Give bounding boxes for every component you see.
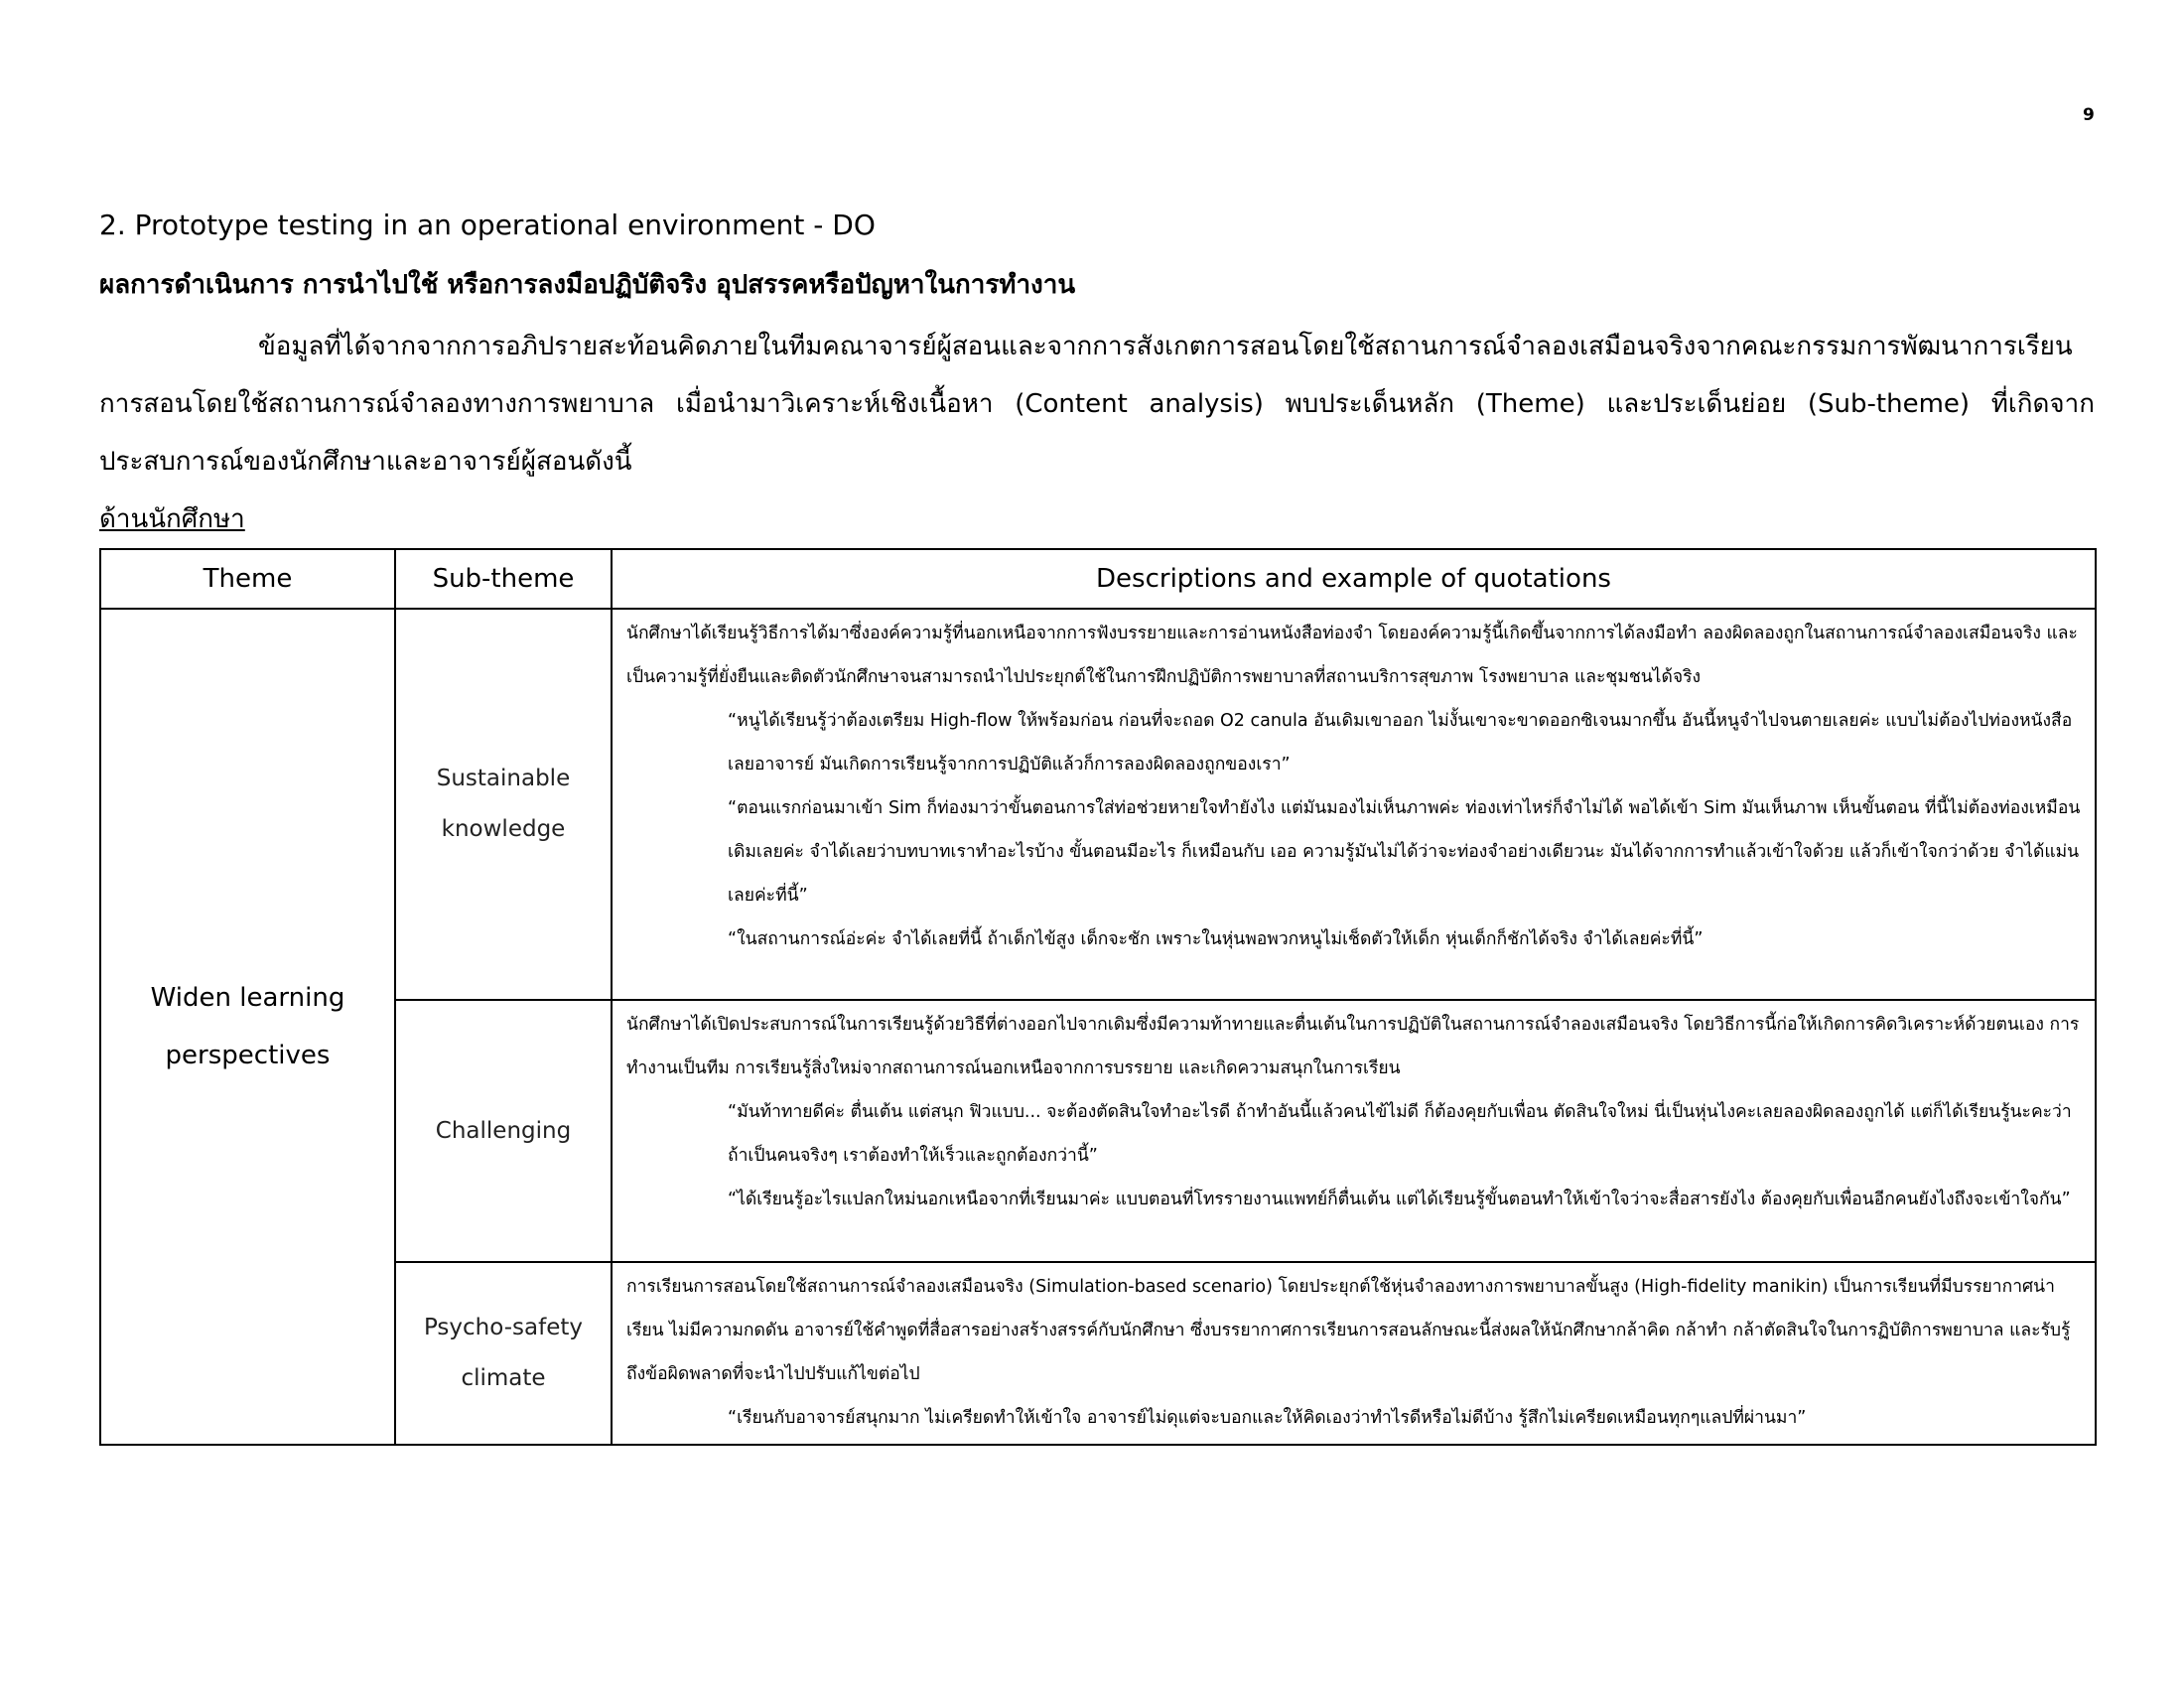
subtheme-line-2: knowledge [441, 816, 566, 842]
description-cell [612, 1262, 2096, 1445]
table-header-row [100, 549, 2096, 609]
intro-paragraph: ข้อมูลที่ได้จากจากการอภิปรายสะท้อนคิดภายในทีมคณาจารย์ผู้สอนและจากการสังเกตการสอนโดยใช้สถานการณ์จำลองเสมือนจริงจากคณะกรรมการพัฒนาการเรียนการสอนโดยใช้สถานการณ์จำลองทางการพยาบาล เมื่อนำมาวิเคราะห์เชิงเนื้อหา (Content analysis) พบประเด็นหลัก (Theme) และประเด็นย่อย (Sub-theme) ที่เกิดจากประสบการณ์ของนักศึกษาและอาจารย์ผู้สอนดังนี้ [99, 332, 2095, 477]
subtheme-line-1: Challenging [435, 1117, 572, 1144]
subtheme-sustainable-knowledge [395, 609, 612, 1000]
theme-line-1: Widen learning [150, 983, 345, 1013]
theme-line-2: perspectives [165, 1041, 331, 1070]
subtheme-challenging [395, 1000, 612, 1262]
quotation: “หนูได้เรียนรู้ว่าต้องเตรียม High-flow ให้พร้อมก่อน ก่อนที่จะถอด O2 canula อันเดิมเขาออก ไม่งั้นเขาจะขาดออกซิเจนมากขึ้น อันนี้หนูจำไปจนตายเลยค่ะ แบบไม่ต้องไปท่องหนังสือเลยอาจารย์ มันเกิดการเรียนรู้จากการปฏิบัติแล้วก็การลองผิดลองถูกของเรา” [728, 711, 2073, 774]
subtheme-line-2: climate [461, 1365, 546, 1391]
table-row [100, 609, 2096, 1000]
theme-cell [100, 609, 395, 1445]
header-theme: Theme [100, 549, 395, 609]
header-descriptions: Descriptions and example of quotations [612, 549, 2096, 609]
quotation: “ในสถานการณ์อ่ะค่ะ จำได้เลยที่นี้ ถ้าเด็กไข้สูง เด็กจะชัก เพราะในหุ่นพอพวกหนูไม่เช็ดตัวให้เด็ก หุ่นเด็กก็ชักได้จริง จำได้เลยค่ะที่นี้” [728, 929, 1704, 949]
quotation: “เรียนกับอาจารย์สนุกมาก ไม่เครียดทำให้เข้าใจ อาจารย์ไม่ดุแต่จะบอกและให้คิดเองว่าทำไรดีหรือไม่ดีบ้าง รู้สึกไม่เครียดเหมือนทุกๆแลปที่ผ่านมา” [728, 1408, 1807, 1428]
quotation: “ได้เรียนรู้อะไรแปลกใหม่นอกเหนือจากที่เรียนมาค่ะ แบบตอนที่โทรรายงานแพทย์ก็ตื่นเต้น แต่ได้เรียนรู้ขั้นตอนทำให้เข้าใจว่าจะสื่อสารยังไง ต้องคุยกับเพื่อนอีกคนยังไงถึงจะเข้าใจกัน” [728, 1190, 2071, 1209]
subtheme-psycho-safety-climate [395, 1262, 612, 1445]
section-heading: 2. Prototype testing in an operational environment - DO [99, 209, 876, 241]
table-row [100, 1262, 2096, 1445]
subtheme-line-1: Psycho-safety [423, 1315, 584, 1340]
description-cell [612, 1000, 2096, 1262]
description-text: นักศึกษาได้เรียนรู้วิธีการได้มาซึ่งองค์ความรู้ที่นอกเหนือจากการฟังบรรยายและการอ่านหนังสือท่องจำ โดยองค์ความรู้นี้เกิดขึ้นจากการได้ลงมือทำ ลองผิดลองถูกในสถานการณ์จำลองเสมือนจริง และเป็นความรู้ที่ยั่งยืนและติดตัวนักศึกษาจนสามารถนำไปประยุกต์ใช้ในการฝึกปฏิบัติการพยาบาลที่สถานบริการสุขภาพ โรงพยาบาล และชุมชนได้จริง [626, 624, 2078, 687]
thai-heading: ผลการดำเนินการ การนำไปใช้ หรือการลงมือปฏิบัติจริง อุปสรรคหรือปัญหาในการทำงาน [99, 270, 1076, 300]
themes-table [99, 548, 2097, 1446]
header-subtheme: Sub-theme [395, 549, 612, 609]
subsection-label: ด้านนักศึกษา [99, 504, 245, 534]
quotation: “ตอนแรกก่อนมาเข้า Sim ก็ท่องมาว่าขั้นตอนการใส่ท่อช่วยหายใจทำยังไง แต่มันมองไม่เห็นภาพค่ะ ท่องเท่าไหร่ก็จำไม่ได้ พอได้เข้า Sim มันเห็นภาพ เห็นขั้นตอน ที่นี้ไม่ต้องท่องเหมือนเดิมเลยค่ะ จำได้เลยว่าบทบาทเราทำอะไรบ้าง ขั้นตอนมีอะไร ก็เหมือนกับ เออ ความรู้มันไม่ได้ว่าจะท่องจำอย่างเดียวนะ มันได้จากการทำแล้วเข้าใจด้วย แล้วก็เข้าใจกว่าด้วย จำได้แม่นเลยค่ะที่นี้” [728, 798, 2081, 906]
page-number: 9 [2083, 105, 2095, 125]
subtheme-line-1: Sustainable [436, 766, 571, 791]
description-text: นักศึกษาได้เปิดประสบการณ์ในการเรียนรู้ด้วยวิธีที่ต่างออกไปจากเดิมซึ่งมีความท้าทายและตื่นเต้นในการปฏิบัติในสถานการณ์จำลองเสมือนจริง โดยวิธีการนี้ก่อให้เกิดการคิดวิเคราะห์ด้วยตนเอง การทำงานเป็นทีม การเรียนรู้สิ่งใหม่จากสถานการณ์นอกเหนือจากการบรรยาย และเกิดความสนุกในการเรียน [626, 1015, 2080, 1078]
description-text: การเรียนการสอนโดยใช้สถานการณ์จำลองเสมือนจริง (Simulation-based scenario) โดยประยุกต์ใช้หุ่นจำลองทางการพยาบาลขั้นสูง (High-fidelity manikin) เป็นการเรียนที่มีบรรยากาศน่าเรียน ไม่มีความกดดัน อาจารย์ใช้คำพูดที่สื่อสารอย่างสร้างสรรค์กับนักศึกษา ซึ่งบรรยากาศการเรียนการสอนลักษณะนี้ส่งผลให้นักศึกษากล้าคิด กล้าทำ กล้าตัดสินใจในการฏิบัติการพยาบาล และรับรู้ถึงข้อผิดพลาดที่จะนำไปปรับแก้ไขต่อไป [626, 1277, 2071, 1384]
description-cell [612, 609, 2096, 1000]
table-row [100, 1000, 2096, 1262]
quotation: “มันท้าทายดีค่ะ ตื่นเต้น แต่สนุก ฟิวแบบ... จะต้องตัดสินใจทำอะไรดี ถ้าทำอันนี้แล้วคนไข้ไม่ดี ก็ต้องคุยกับเพื่อน ตัดสินใจใหม่ นี่เป็นหุ่นไงคะเลยลองผิดลองถูกได้ แต่ก็ได้เรียนรู้นะคะว่าถ้าเป็นคนจริงๆ เราต้องทำให้เร็วและถูกต้องกว่านี้” [728, 1102, 2072, 1166]
